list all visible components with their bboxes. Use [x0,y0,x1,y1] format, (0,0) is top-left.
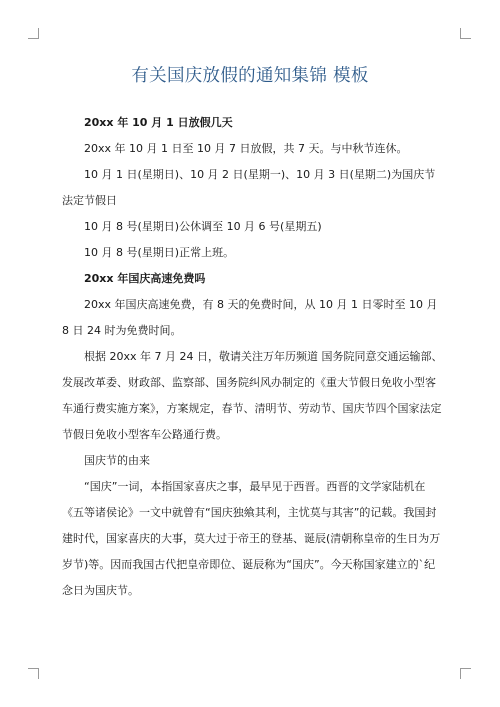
document-body [62,110,444,604]
paragraph: 10 月 8 号(星期日)公休调至 10 月 6 号(星期五) [84,220,322,233]
paragraph-heading: 20xx 年 10 月 1 日放假几天 [84,116,233,129]
paragraph-subheading: 国庆节的由来 [84,454,150,467]
paragraph: 20xx 年 10 月 1 日至 10 月 7 日放假，共 7 天。与中秋节连休。 [84,142,408,155]
paragraph: “国庆”一词，本指国家喜庆之事，最早见于西晋。西晋的文学家陆机在《五等诸侯论》一文中就曾有“国庆独飨其利，主忧莫与其害”的记载。我国封建时代，国家喜庆的大事，莫大过于帝王的登基、诞辰(清朝称皇帝的生日为万岁节)等。因而我国古代把皇帝即位、诞辰称为“国庆”。今天称国家建立的`纪念日为国庆节。 [62,480,441,597]
paragraph-heading: 20xx 年国庆高速免费吗 [84,272,206,285]
crop-mark-bottom-left [28,668,39,679]
paragraph: 20xx 年国庆高速免费，有 8 天的免费时间，从 10 月 1 日零时至 10 月 8 日 24 时为免费时间。 [62,298,438,337]
crop-mark-bottom-right [460,668,471,679]
paragraph: 根据 20xx 年 7 月 24 日，敬请关注万年历频道 国务院同意交通运输部、发展改革委、财政部、监察部、国务院纠风办制定的《重大节假日免收小型客车通行费实施方案》，方案规定，春节、清明节、劳动节、国庆节四个国家法定节假日免收小型客车公路通行费。 [62,350,443,441]
paragraph: 10 月 8 号(星期日)正常上班。 [84,246,235,259]
document-title: 有关国庆放假的通知集锦 模板 [131,66,369,86]
crop-mark-top-right [460,28,471,39]
paragraph: 10 月 1 日(星期日)、10 月 2 日(星期一)、10 月 3 日(星期二)为国庆节法定节假日 [62,168,436,207]
crop-mark-top-left [28,28,39,39]
